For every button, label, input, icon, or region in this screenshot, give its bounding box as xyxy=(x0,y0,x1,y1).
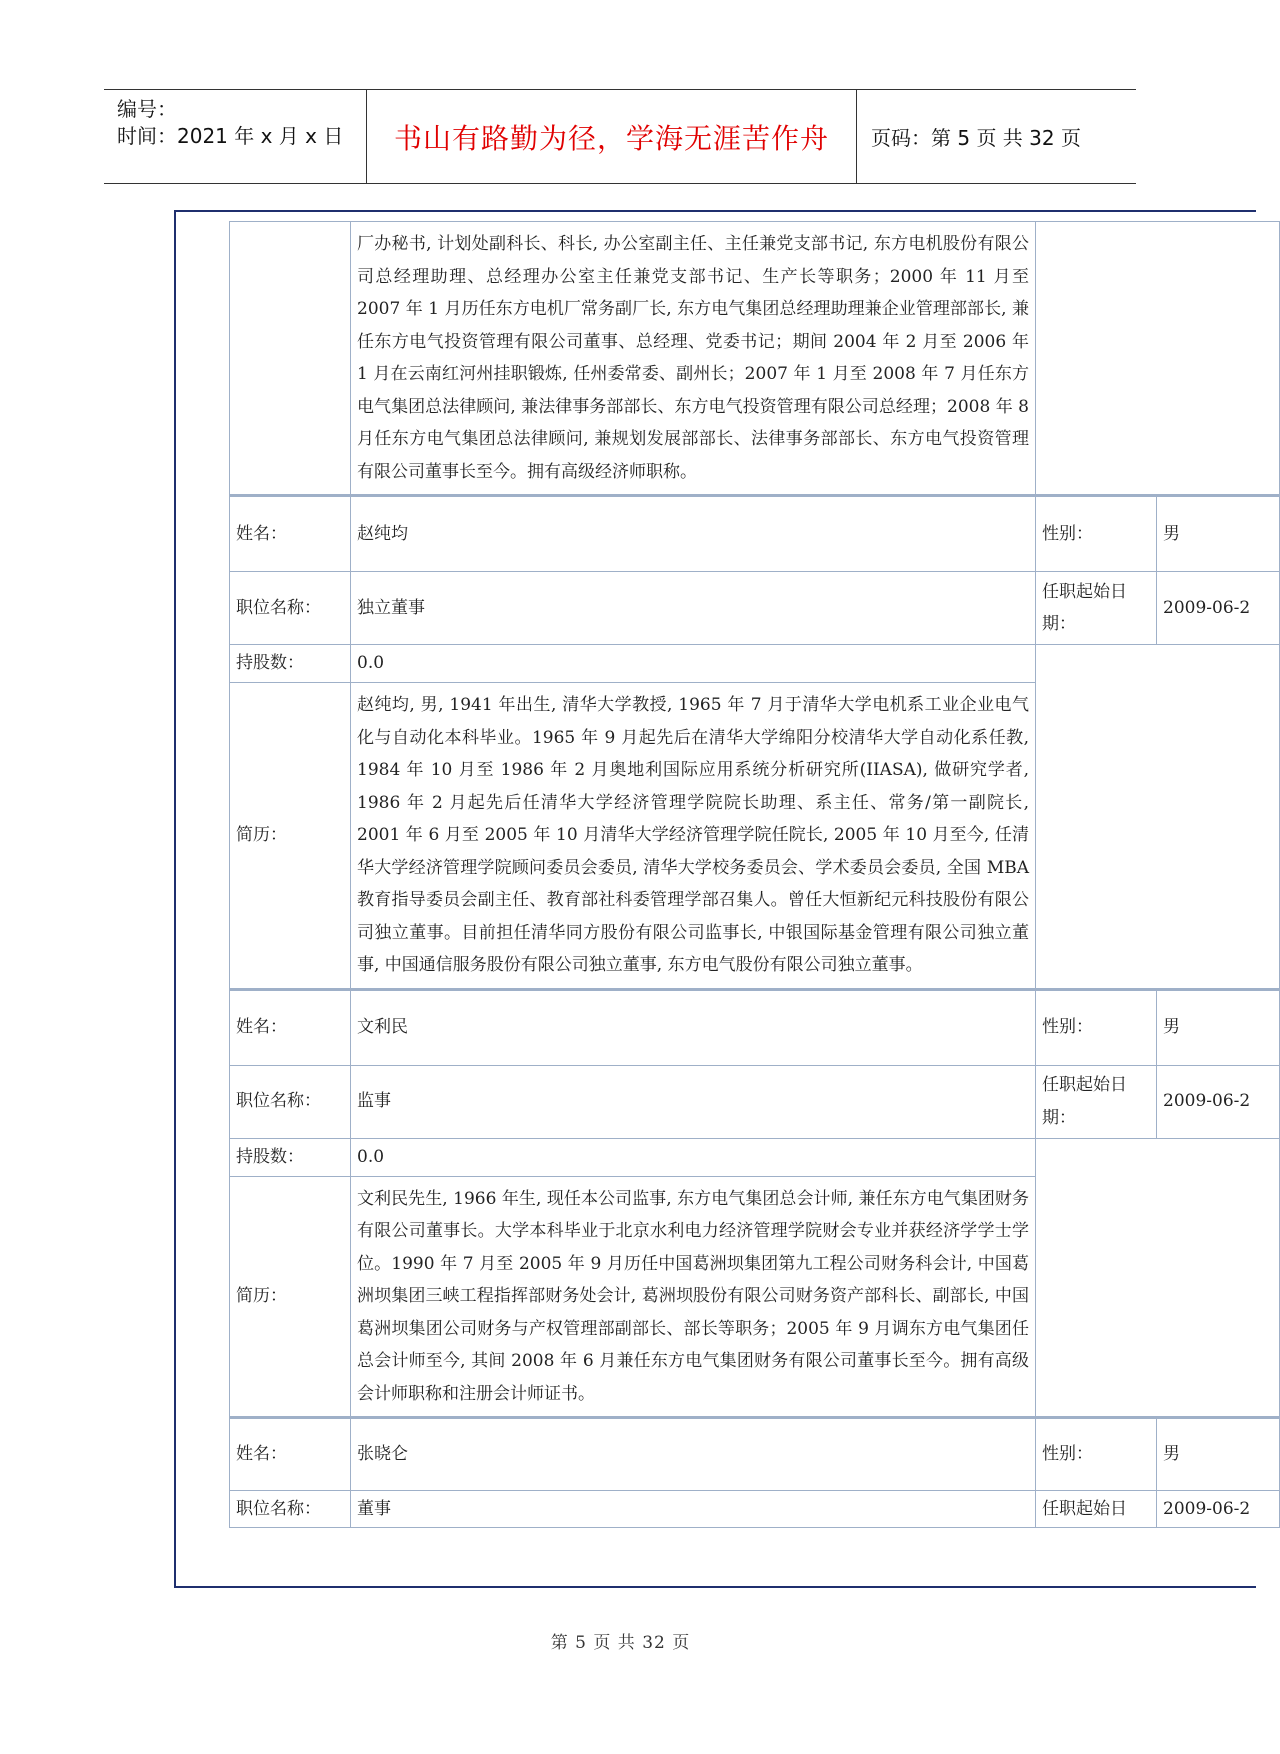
resume-label: 简历： xyxy=(230,683,351,990)
person-position: 独立董事 xyxy=(351,572,1036,645)
gender-label: 性别： xyxy=(1036,496,1157,572)
resume-label: 简历： xyxy=(230,1176,351,1418)
shares-label: 持股数： xyxy=(230,1138,351,1176)
gender-label: 性别： xyxy=(1036,1418,1157,1491)
person-name: 张晓仑 xyxy=(351,1418,1036,1491)
person-start-date: 2009-06-2 xyxy=(1157,572,1280,645)
time-label: 时间：2021 年 x 月 x 日 xyxy=(117,124,344,148)
table-row xyxy=(230,572,1280,645)
person-name: 赵纯均 xyxy=(351,496,1036,572)
position-label: 职位名称： xyxy=(230,572,351,645)
table-row xyxy=(230,989,1280,1065)
table-row xyxy=(230,496,1280,572)
person-bio: 赵纯均, 男, 1941 年出生, 清华大学教授, 1965 年 7 月于清华大学电机系工业企业电气化与自动化本科毕业。1965 年 9 月起先后在清华大学绵阳分校清华大学自动化系任教, 1984 年 10 月至 1986 年 2 月奥地利国际应用系统分析研究所(IIASA), 做研究学者, 1986 年 2 月起先后任清华大学经济管理学院院长助理、系主任、常务/第一副院长, 2001 年 6 月至 2005 年 10 月清华大学经济管理学院任院长, 2005 年 10 月至今, 任清华大学经济管理学院顾问委员会委员, 清华大学校务委员会、学术委员会委员, 全国 MBA 教育指导委员会副主任、教育部社科委管理学部召集人。曾任大恒新纪元科技股份有限公司独立董事。目前担任清华同方股份有限公司监事长, 中银国际基金管理有限公司独立董事, 中国通信服务股份有限公司独立董事, 东方电气股份有限公司独立董事。 xyxy=(351,683,1036,990)
table-row xyxy=(230,1491,1280,1528)
table-row xyxy=(230,222,1280,496)
header-slogan: 书山有路勤为径，学海无涯苦作舟 xyxy=(367,90,857,183)
person-start-date: 2009-06-2 xyxy=(1157,1065,1280,1138)
page-footer: 第 5 页 共 32 页 xyxy=(550,1633,691,1653)
name-label: 姓名： xyxy=(230,989,351,1065)
empty-cell xyxy=(230,222,351,496)
person-shares: 0.0 xyxy=(351,645,1036,683)
page-header xyxy=(104,89,1136,184)
start-date-label: 任职起始日期： xyxy=(1036,572,1157,645)
table-row xyxy=(230,1065,1280,1138)
personnel-table xyxy=(229,221,1280,1528)
person-position: 监事 xyxy=(351,1065,1036,1138)
shares-label: 持股数： xyxy=(230,645,351,683)
person-gender: 男 xyxy=(1157,1418,1280,1491)
person-position: 董事 xyxy=(351,1491,1036,1528)
person-gender: 男 xyxy=(1157,496,1280,572)
previous-bio: 厂办秘书, 计划处副科长、科长, 办公室副主任、主任兼党支部书记, 东方电机股份有限公司总经理助理、总经理办公室主任兼党支部书记、生产长等职务；2000 年 11 月至 2007 年 1 月历任东方电机厂常务副厂长, 东方电气集团总经理助理兼企业管理部部长, 兼任东方电气投资管理有限公司董事、总经理、党委书记；期间 2004 年 2 月至 2006 年 1 月在云南红河州挂职锻炼, 任州委常委、副州长；2007 年 1 月至 2008 年 7 月任东方电气集团总法律顾问, 兼法律事务部部长、东方电气投资管理有限公司总经理；2008 年 8 月任东方电气集团总法律顾问, 兼规划发展部部长、法律事务部部长、东方电气投资管理有限公司董事长至今。拥有高级经济师职称。 xyxy=(351,222,1036,496)
start-date-label: 任职起始日 xyxy=(1036,1491,1157,1528)
person-gender: 男 xyxy=(1157,989,1280,1065)
table-row xyxy=(230,1138,1280,1176)
person-name: 文利民 xyxy=(351,989,1036,1065)
empty-cell xyxy=(1036,222,1280,496)
position-label: 职位名称： xyxy=(230,1491,351,1528)
person-start-date: 2009-06-2 xyxy=(1157,1491,1280,1528)
empty-cell xyxy=(1036,1138,1280,1418)
gender-label: 性别： xyxy=(1036,989,1157,1065)
header-page-label: 页码：第 5 页 共 32 页 xyxy=(871,126,1081,150)
name-label: 姓名： xyxy=(230,496,351,572)
name-label: 姓名： xyxy=(230,1418,351,1491)
table-row xyxy=(230,1418,1280,1491)
person-shares: 0.0 xyxy=(351,1138,1036,1176)
start-date-label: 任职起始日期： xyxy=(1036,1065,1157,1138)
table-row xyxy=(230,645,1280,683)
person-bio: 文利民先生, 1966 年生, 现任本公司监事, 东方电气集团总会计师, 兼任东方电气集团财务有限公司董事长。大学本科毕业于北京水利电力经济管理学院财会专业并获经济学学士学位。1990 年 7 月至 2005 年 9 月历任中国葛洲坝集团第九工程公司财务科会计, 中国葛洲坝集团三峡工程指挥部财务处会计, 葛洲坝股份有限公司财务资产部科长、副部长, 中国葛洲坝集团公司财务与产权管理部副部长、部长等职务；2005 年 9 月调东方电气集团任总会计师至今, 其间 2008 年 6 月兼任东方电气集团财务有限公司董事长至今。拥有高级会计师职称和注册会计师证书。 xyxy=(351,1176,1036,1418)
position-label: 职位名称： xyxy=(230,1065,351,1138)
empty-cell xyxy=(1036,645,1280,990)
code-label: 编号： xyxy=(117,97,177,121)
header-meta xyxy=(104,90,367,183)
